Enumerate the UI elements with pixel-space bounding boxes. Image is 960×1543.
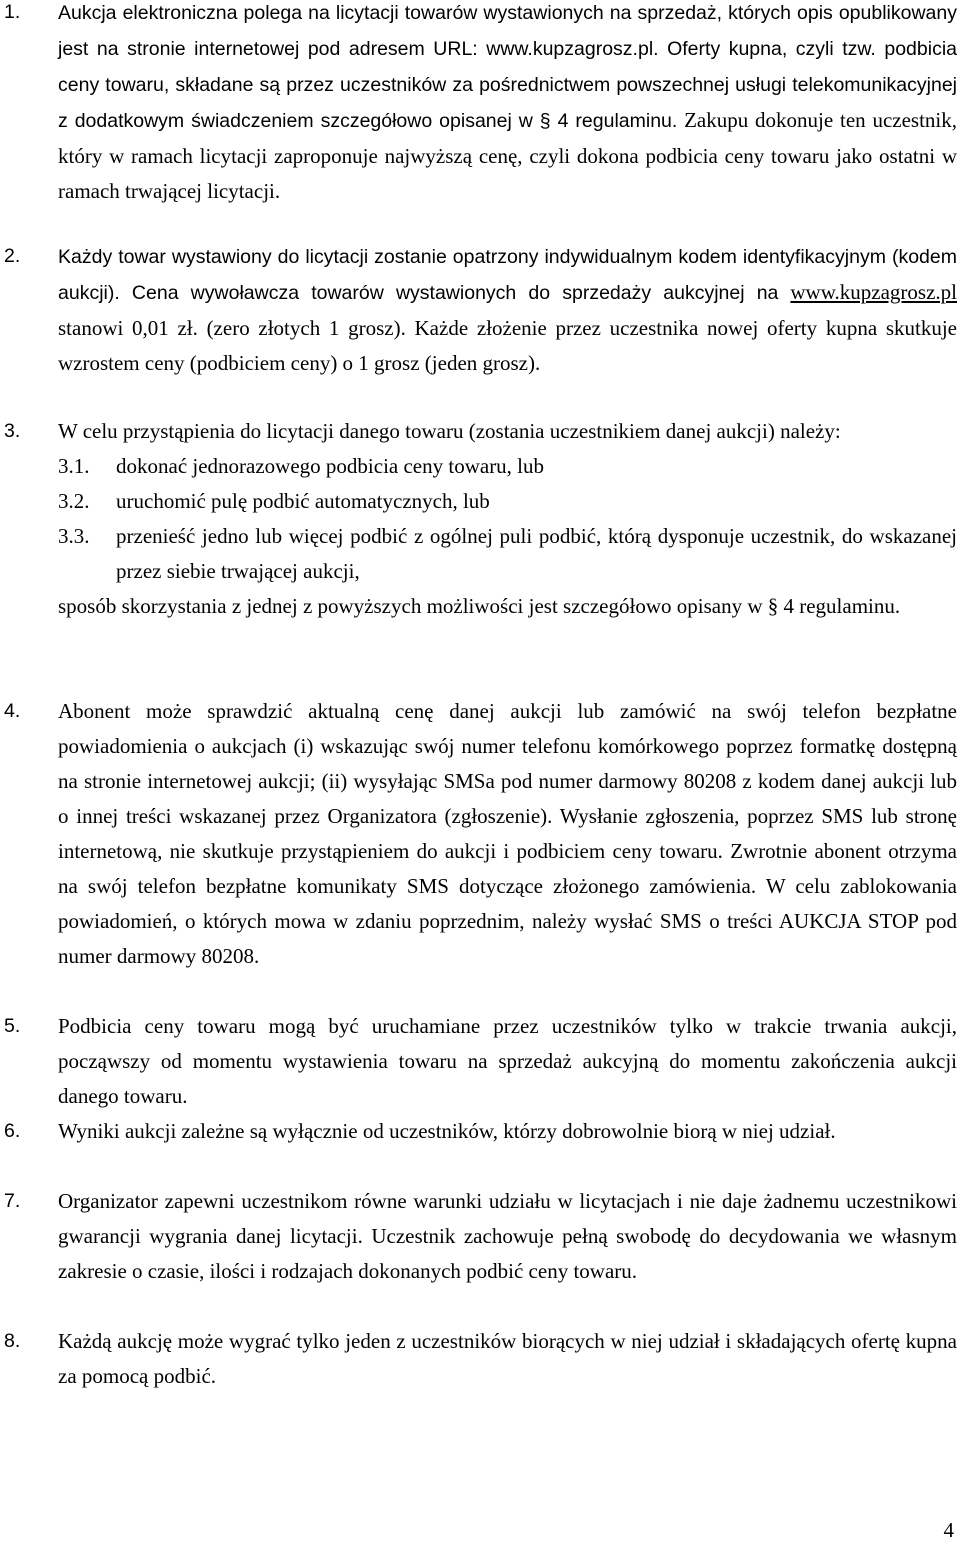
paragraph-intro: W celu przystąpienia do licytacji danego towaru (zostania uczestnikiem danej aukcji) należy:	[58, 419, 841, 443]
paragraph-text: Organizator zapewni uczestnikom równe warunki udziału w licytacjach i nie daje żadnemu uczestnikowi gwarancji wygrania danej licytacji. Uczestnik zachowuje pełną swobodę do decydowania we własnym zakresie o czasie, ilości i rodzajach dokonanych podbić ceny towaru.	[58, 1189, 957, 1283]
paragraph-number: 2.	[4, 245, 21, 267]
paragraph-number: 5.	[4, 1015, 21, 1037]
paragraph-6	[0, 1114, 958, 1149]
paragraph-number: 6.	[4, 1120, 21, 1142]
paragraph-3	[0, 414, 958, 624]
paragraph-7	[0, 1184, 958, 1289]
page-number: 4	[943, 1518, 954, 1542]
paragraph-outro: sposób skorzystania z jednej z powyższych możliwości jest szczegółowo opisany w § 4 regulaminu.	[58, 594, 901, 618]
sub-item-text: przenieść jedno lub więcej podbić z ogólnej puli podbić, którą dysponuje uczestnik, do wskazanej przez siebie trwającej aukcji,	[116, 524, 957, 583]
sub-item-3-3	[58, 519, 957, 589]
paragraph-text-part: Aukcja elektroniczna polega na licytacji towarów wystawionych na sprzedaż, których opis opublikowany jest na stronie internetowej pod adresem URL: www.kupzagrosz.pl. Oferty kupna, czyli tzw. podbicia ceny towaru, składane są przez uczestników za pośrednictwem powszechnej usługi telekomunikacyjnej z dodatkowym świadczeniem szczegółowo opisanej w § 4 regulaminu.	[58, 2, 957, 132]
sub-item-text: dokonać jednorazowego podbicia ceny towaru, lub	[116, 454, 545, 478]
sub-item-number: 3.2.	[58, 489, 90, 513]
sub-item-text: uruchomić pulę podbić automatycznych, lub	[116, 489, 490, 513]
paragraph-text	[58, 0, 957, 209]
paragraph-text-part: Każdy towar wystawiony do licytacji zostanie opatrzony indywidualnym kodem identyfikacyjnym (kodem aukcji). Cena wywoławcza towarów wystawionych do sprzedaży aukcyjnej na	[58, 246, 957, 304]
paragraph-number: 3.	[4, 420, 21, 442]
paragraph-number: 8.	[4, 1330, 21, 1352]
paragraph-text: Wyniki aukcji zależne są wyłącznie od uczestników, którzy dobrowolnie biorą w niej udział.	[58, 1119, 836, 1143]
paragraph-1	[0, 0, 958, 209]
paragraph-2	[0, 239, 958, 381]
site-link[interactable]: www.kupzagrosz.pl	[790, 280, 957, 304]
paragraph-text-part: stanowi 0,01 zł. (zero złotych 1 grosz). Każde złożenie przez uczestnika nowej oferty kupna skutkuje wzrostem ceny (podbiciem ceny) o 1 grosz (jeden grosz).	[58, 316, 957, 375]
paragraph-number: 7.	[4, 1190, 21, 1212]
paragraph-4	[0, 694, 958, 974]
paragraph-text: Abonent może sprawdzić aktualną cenę danej aukcji lub zamówić na swój telefon bezpłatne powiadomienia o aukcjach (i) wskazując swój numer telefonu komórkowego poprzez formatkę dostępną na stronie internetowej aukcji; (ii) wysyłając SMSa pod numer darmowy 80208 z kodem danej aukcji lub o innej treści wskazanej przez Organizatora (zgłoszenie). Wysłanie zgłoszenia, poprzez SMS lub stronę internetową, nie skutkuje przystąpieniem do aukcji i podbiciem ceny towaru. Zwrotnie abonent otrzyma na swój telefon bezpłatne komunikaty SMS dotyczące złożonego zamówienia. W celu zablokowania powiadomień, o których mowa w zdaniu poprzednim, należy wysłać SMS o treści AUKCJA STOP pod numer darmowy 80208.	[58, 699, 957, 968]
sub-item-3-1	[58, 449, 957, 484]
sub-item-3-2	[58, 484, 957, 519]
paragraph-number: 1.	[4, 1, 21, 23]
paragraph-text	[58, 239, 957, 381]
sub-item-number: 3.1.	[58, 454, 90, 478]
paragraph-8	[0, 1324, 958, 1394]
sub-item-number: 3.3.	[58, 524, 90, 548]
paragraph-text: Każdą aukcję może wygrać tylko jeden z uczestników biorących w niej udział i składających ofertę kupna za pomocą podbić.	[58, 1329, 957, 1388]
paragraph-5	[0, 1009, 958, 1114]
paragraph-number: 4.	[4, 700, 21, 722]
paragraph-text	[58, 414, 957, 624]
paragraph-text: Podbicia ceny towaru mogą być uruchamiane przez uczestników tylko w trakcie trwania aukcji, począwszy od momentu wystawienia towaru na sprzedaż aukcyjną do momentu zakończenia aukcji danego towaru.	[58, 1014, 957, 1108]
paragraph-text-part: Zakupu dokonuje ten uczestnik, który w ramach licytacji zaproponuje najwyższą cenę, czyli dokona podbicia ceny towaru jako ostatni w ramach trwającej licytacji.	[58, 108, 957, 203]
